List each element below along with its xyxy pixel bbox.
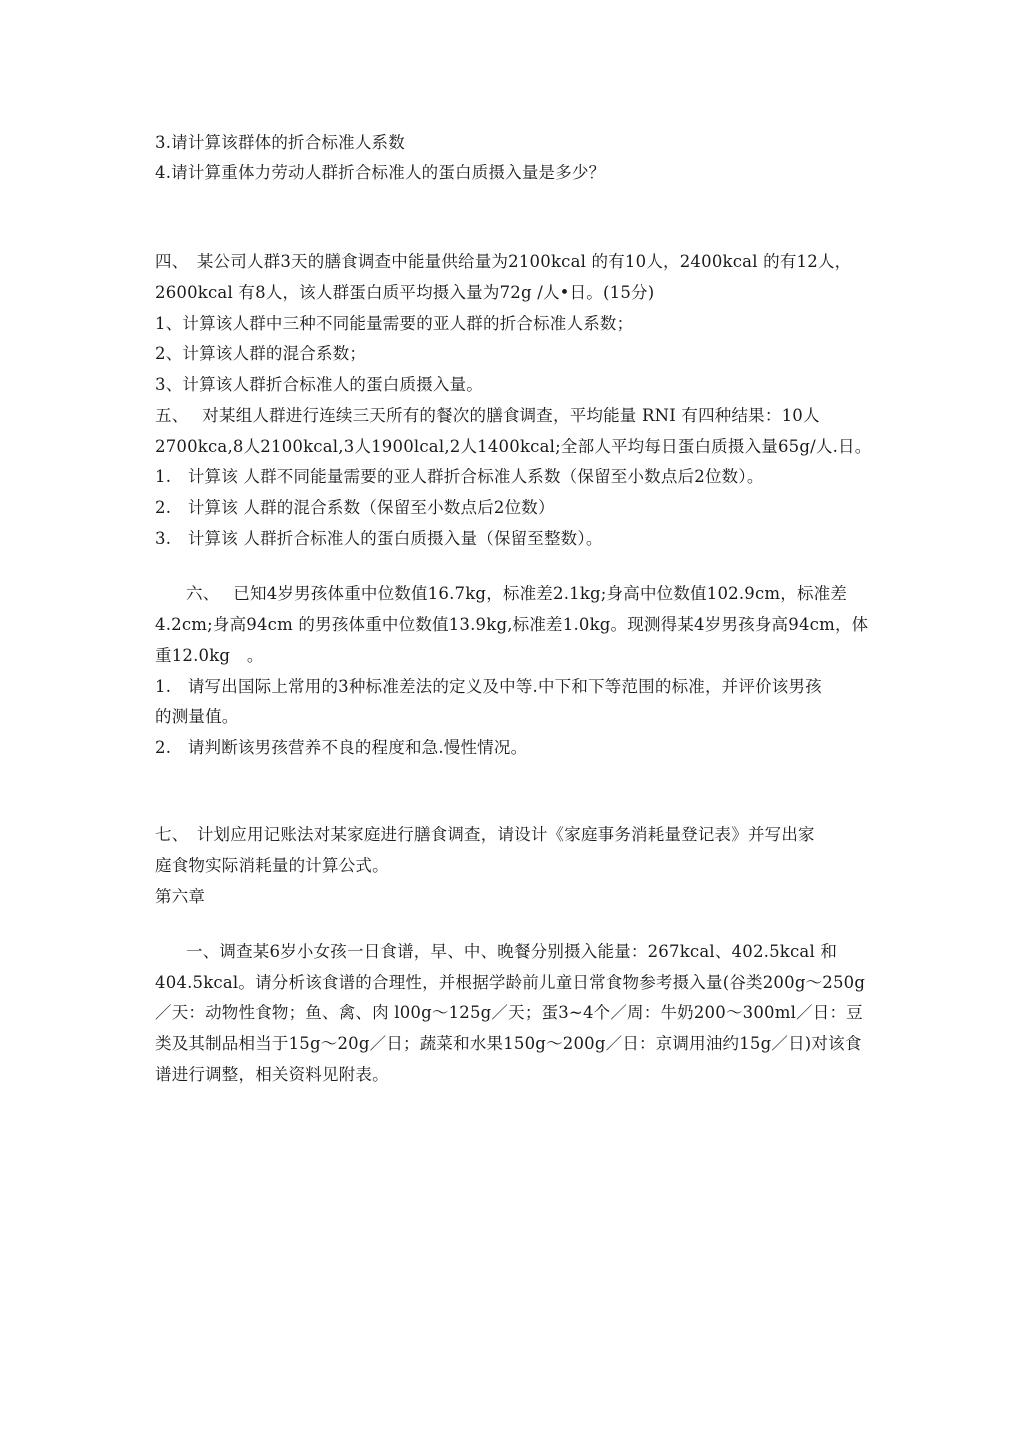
section-5-intro: 五、 对某组人群进行连续三天所有的餐次的膳食调查，平均能量 RNI 有四种结果：10人 — [155, 406, 820, 425]
section-6-intro: 六、 已知4岁男孩体重中位数值16.7kg，标准差2.1kg;身高中位数值102.9cm，标准差 — [186, 584, 848, 603]
chapter-6-q1-line-3: ／天：动物性食物；鱼、禽、肉 l00g～125g／天；蛋3~4个／周：牛奶200～300ml／日：豆 — [155, 1003, 863, 1022]
section-7-intro: 七、 计划应用记账法对某家庭进行膳食调查，请设计《家庭事务消耗量登记表》并写出家 — [155, 825, 815, 844]
section-4-intro: 四、 某公司人群3天的膳食调查中能量供给量为2100kcal 的有10人，2400kcal 的有12人， — [155, 252, 852, 271]
section-4-item-2: 2、计算该人群的混合系数； — [155, 344, 367, 363]
section-6-intro-cont: 4.2cm;身高94cm 的男孩体重中位数值13.9kg,标准差1.0kg。现测得某4岁男孩身高94cm，体 — [155, 615, 869, 634]
section-6-item-2: 2. 请判断该男孩营养不良的程度和急.慢性情况。 — [155, 738, 528, 757]
section-4-item-3: 3、计算该人群折合标准人的蛋白质摄入量。 — [155, 375, 483, 394]
question-4-text: 4.请计算重体力劳动人群折合标准人的蛋白质摄入量是多少？ — [155, 163, 606, 182]
section-5-item-3: 3. 计算该 人群折合标准人的蛋白质摄入量（保留至整数）。 — [155, 529, 603, 548]
section-5-intro-cont: 2700kca,8人2100kcal,3人1900lcal,2人1400kcal;全部人平均每日蛋白质摄入量65g/人.日。 — [155, 437, 872, 456]
section-6-item-1-cont: 的测量值。 — [155, 707, 239, 726]
section-6-item-1: 1. 请写出国际上常用的3种标准差法的定义及中等.中下和下等范围的标准，并评价该男孩 — [155, 677, 822, 696]
section-5-item-2: 2. 计算该 人群的混合系数（保留至小数点后2位数） — [155, 498, 555, 517]
section-6-intro-end: 重12.0kg 。 — [155, 646, 264, 665]
question-3-text: 3.请计算该群体的折合标准人系数 — [155, 133, 405, 152]
chapter-6-q1-line-4: 类及其制品相当于15g～20g／日；蔬菜和水果150g～200g／日：京调用油约15g／日)对该食 — [155, 1034, 862, 1053]
chapter-6-q1-line-2: 404.5kcal。请分析该食谱的合理性，并根据学龄前儿童日常食物参考摄入量(谷类200g～250g — [155, 973, 866, 992]
chapter-6-heading: 第六章 — [155, 887, 206, 906]
section-7-intro-cont: 庭食物实际消耗量的计算公式。 — [155, 856, 389, 875]
section-4-intro-cont: 2600kcal 有8人，该人群蛋白质平均摄入量为72g /人•日。(15分) — [155, 283, 655, 302]
section-4-item-1: 1、计算该人群中三种不同能量需要的亚人群的折合标准人系数； — [155, 314, 634, 333]
chapter-6-q1-intro: 一、调查某6岁小女孩一日食谱，早、中、晚餐分别摄入能量：267kcal、402.5kcal 和 — [186, 942, 838, 961]
section-5-item-1: 1. 计算该 人群不同能量需要的亚人群折合标准人系数（保留至小数点后2位数）。 — [155, 467, 764, 486]
chapter-6-q1-line-5: 谱进行调整，相关资料见附表。 — [155, 1065, 389, 1084]
